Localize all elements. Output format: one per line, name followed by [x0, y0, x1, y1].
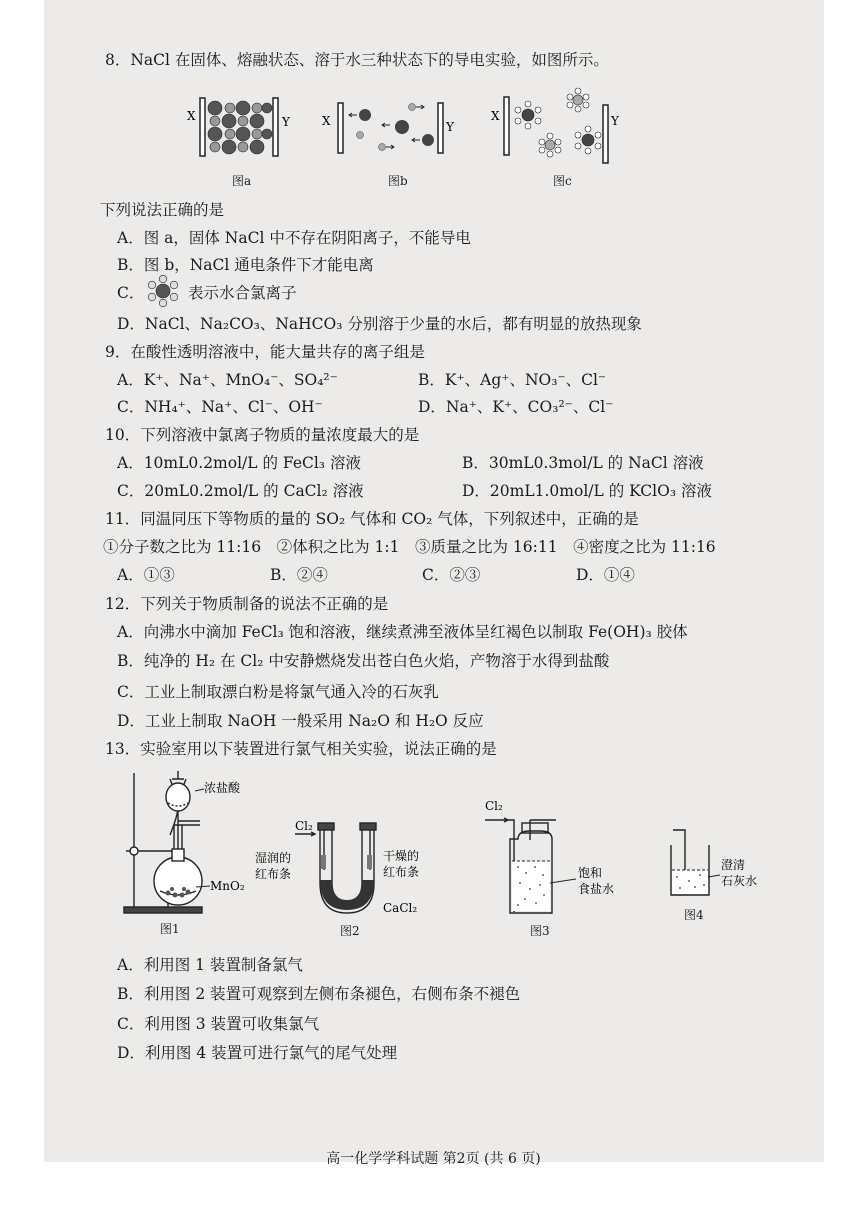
figure-c-nacl-solution	[490, 85, 630, 165]
q8-lead: 下列说法正确的是	[100, 201, 225, 219]
q11-stem: 11．同温同压下等物质的量的 SO₂ 气体和 CO₂ 气体，下列叙述中，正确的是	[105, 510, 639, 528]
fig2-caption: 图2	[340, 924, 360, 938]
q11-option-c: C．②③	[422, 566, 481, 584]
fig2-drying-label: CaCl₂	[383, 901, 418, 915]
q8-option-a: A．图 a，固体 NaCl 中不存在阴阳离子，不能导电	[117, 229, 471, 247]
figure-4-beaker	[665, 825, 775, 900]
fig4-liquid-label-1: 澄清	[721, 858, 746, 872]
electrode-y-label: Y	[282, 115, 290, 129]
figure-b-caption: 图b	[388, 174, 408, 188]
q9-option-d: D．Na⁺、K⁺、CO₃²⁻、Cl⁻	[418, 398, 614, 416]
q13-option-d: D．利用图 4 装置可进行氯气的尾气处理	[117, 1044, 398, 1062]
q10-option-b: B．30mL0.3mol/L 的 NaCl 溶液	[462, 454, 704, 472]
q10-option-a: A．10mL0.2mol/L 的 FeCl₃ 溶液	[117, 454, 361, 472]
q12-option-a: A．向沸水中滴加 FeCl₃ 饱和溶液，继续煮沸至液体呈红褐色以制取 Fe(OH)₃ 胶体	[117, 623, 688, 641]
q13-option-c: C．利用图 3 装置可收集氯气	[117, 1015, 320, 1033]
fig2-gas-label: Cl₂	[295, 820, 313, 833]
figure-a-caption: 图a	[232, 174, 252, 188]
q12-stem: 12．下列关于物质制备的说法不正确的是	[105, 595, 389, 613]
fig1-acid-label: 浓盐酸	[204, 781, 241, 795]
svg-text:X: X	[491, 109, 500, 123]
q13-option-b: B．利用图 2 装置可观察到左侧布条褪色，右侧布条不褪色	[117, 985, 521, 1003]
q10-stem: 10．下列溶液中氯离子物质的量浓度最大的是	[105, 426, 420, 444]
q8-stem: 8．NaCl 在固体、熔融状态、溶于水三种状态下的导电实验，如图所示。	[105, 51, 609, 69]
q11-option-d: D．①④	[576, 566, 635, 584]
q12-option-b: B．纯净的 H₂ 在 Cl₂ 中安静燃烧发出苍白色火焰，产物溶于水得到盐酸	[117, 652, 610, 670]
fig3-liquid-label-2: 食盐水	[578, 882, 615, 896]
q9-option-c: C．NH₄⁺、Na⁺、Cl⁻、OH⁻	[117, 398, 323, 416]
q11-statements: ①分子数之比为 11:16 ②体积之比为 1:1 ③质量之比为 16:11 ④密度之比为 11:16	[103, 538, 716, 556]
q11-option-b: B．②④	[270, 566, 328, 584]
q8-option-c-prefix: C．	[117, 284, 145, 302]
svg-text:Y: Y	[446, 120, 454, 134]
q10-option-d: D．20mL1.0mol/L 的 KClO₃ 溶液	[462, 482, 712, 500]
q10-option-c: C．20mL0.2mol/L 的 CaCl₂ 溶液	[117, 482, 364, 500]
q11-option-a: A．①③	[117, 566, 175, 584]
fig3-caption: 图3	[530, 924, 550, 938]
page-footer: 高一化学学科试题 第2页 (共 6 页)	[326, 1151, 541, 1167]
figure-1-apparatus	[120, 765, 260, 917]
figure-a-solid-nacl	[185, 95, 295, 160]
fig2-right-label-2: 红布条	[383, 865, 420, 879]
fig3-gas-label: Cl₂	[485, 799, 503, 813]
figure-2-u-tube	[255, 820, 440, 920]
q9-stem: 9．在酸性透明溶液中，能大量共存的离子组是	[105, 343, 425, 361]
q9-option-a: A．K⁺、Na⁺、MnO₄⁻、SO₄²⁻	[117, 371, 338, 389]
q8-option-d: D．NaCl、Na₂CO₃、NaHCO₃ 分别溶于少量的水后，都有明显的放热现象	[117, 315, 642, 333]
fig4-liquid-label-2: 石灰水	[721, 874, 758, 888]
figure-c-caption: 图c	[553, 174, 572, 188]
svg-text:Y: Y	[611, 114, 619, 128]
fig1-caption: 图1	[160, 922, 180, 936]
q13-option-a: A．利用图 1 装置制备氯气	[117, 956, 303, 974]
figure-b-molten-nacl	[320, 95, 460, 160]
fig2-left-label-2: 红布条	[255, 867, 292, 881]
q8-option-c-text: 表示水合氯离子	[188, 284, 297, 302]
q8-option-b: B．图 b，NaCl 通电条件下才能电离	[117, 256, 374, 274]
q13-stem: 13．实验室用以下装置进行氯气相关实验，说法正确的是	[105, 740, 497, 758]
fig1-solid-label: MnO₂	[210, 879, 245, 893]
fig4-caption: 图4	[684, 908, 704, 922]
fig2-left-label-1: 湿润的	[255, 851, 292, 865]
fig2-right-label-1: 干燥的	[383, 849, 420, 863]
q12-option-c: C．工业上制取漂白粉是将氯气通入冷的石灰乳	[117, 683, 439, 701]
q9-option-b: B．K⁺、Ag⁺、NO₃⁻、Cl⁻	[418, 371, 607, 389]
electrode-x-label: X	[187, 109, 196, 123]
fig3-liquid-label-1: 饱和	[578, 866, 603, 880]
q12-option-d: D．工业上制取 NaOH 一般采用 Na₂O 和 H₂O 反应	[117, 712, 484, 730]
figure-3-gas-bottle	[480, 795, 625, 920]
svg-text:X: X	[322, 114, 331, 128]
hydrated-ion-icon	[143, 272, 183, 310]
